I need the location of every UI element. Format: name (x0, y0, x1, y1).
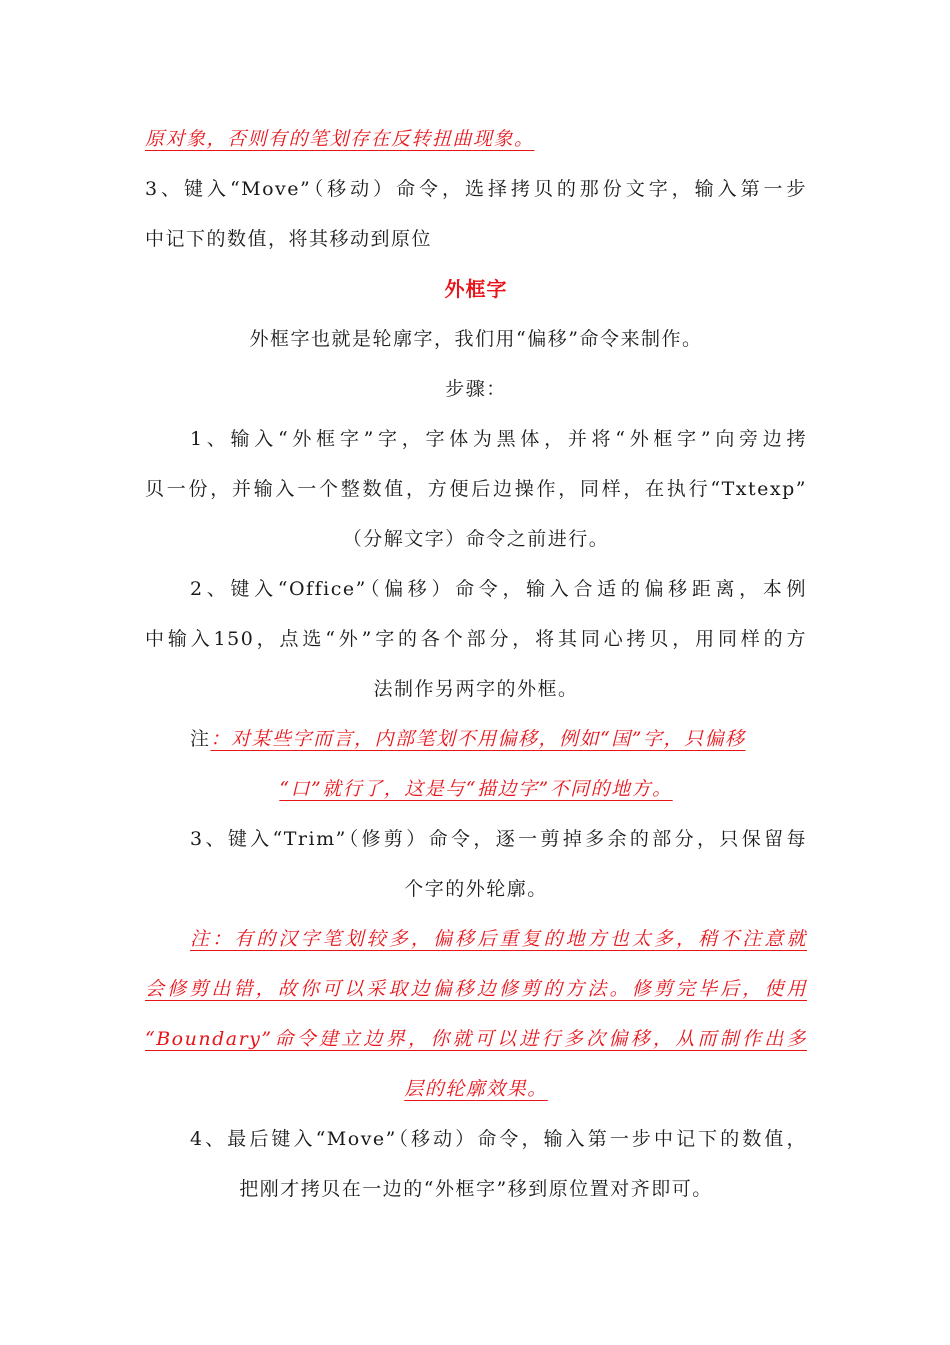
step-3-move-line-2: 中记下的数值，将其移动到原位 (145, 228, 433, 250)
step-2-line-2: 中输入150，点选“外”字的各个部分，将其同心拷贝，用同样的方 (145, 628, 807, 650)
note-2-line-2: 会修剪出错，故你可以采取边偏移边修剪的方法。修剪完毕后，使用 (145, 978, 807, 1000)
note-2-line-4: 层的轮廓效果。 (404, 1078, 548, 1100)
note-2-line-3: “Boundary”命令建立边界，你就可以进行多次偏移，从而制作出多 (145, 1028, 807, 1050)
section-heading: 外框字 (444, 277, 508, 301)
note-1-line-2-wrap (145, 771, 807, 807)
step-2-line-3: 法制作另两字的外框。 (373, 678, 579, 700)
intro-paragraph: 外框字也就是轮廓字，我们用“偏移”命令来制作。 (249, 328, 703, 350)
note-continuation: 原对象，否则有的笔划存在反转扭曲现象。 (145, 128, 535, 150)
step-4-line-2: 把刚才拷贝在一边的“外框字”移到原位置对齐即可。 (239, 1178, 713, 1200)
step-1-line-3: （分解文字）命令之前进行。 (342, 528, 610, 550)
note-2-line-1: 注：有的汉字笔划较多，偏移后重复的地方也太多，稍不注意就 (190, 928, 807, 950)
steps-label: 步骤： (445, 378, 507, 400)
note-1-line-1 (190, 721, 807, 757)
note-1-line-2: “口”就行了，这是与“描边字”不同的地方。 (279, 778, 673, 800)
step-1-line-2: 贝一份，并输入一个整数值，方便后边操作，同样，在执行“Txtexp” (145, 478, 807, 500)
step-3-move-line-1: 3、键入“Move”（移动）命令，选择拷贝的那份文字，输入第一步 (145, 178, 807, 200)
note-1-label: 注 (190, 728, 211, 750)
step-3-trim-line-2: 个字的外轮廓。 (404, 878, 548, 900)
step-4-line-1: 4、最后键入“Move”（移动）命令，输入第一步中记下的数值， (190, 1128, 807, 1150)
step-2-line-1: 2、键入“Office”（偏移）命令，输入合适的偏移距离，本例 (190, 578, 807, 600)
step-3-trim-line-1: 3、键入“Trim”（修剪）命令，逐一剪掉多余的部分，只保留每 (190, 828, 807, 850)
note-2-line-4-wrap (145, 1071, 807, 1107)
note-1-text: ：对某些字而言，内部笔划不用偏移，例如“国”字，只偏移 (210, 728, 746, 750)
step-1-line-1: 1、输入“外框字”字，字体为黑体，并将“外框字”向旁边拷 (190, 428, 807, 450)
